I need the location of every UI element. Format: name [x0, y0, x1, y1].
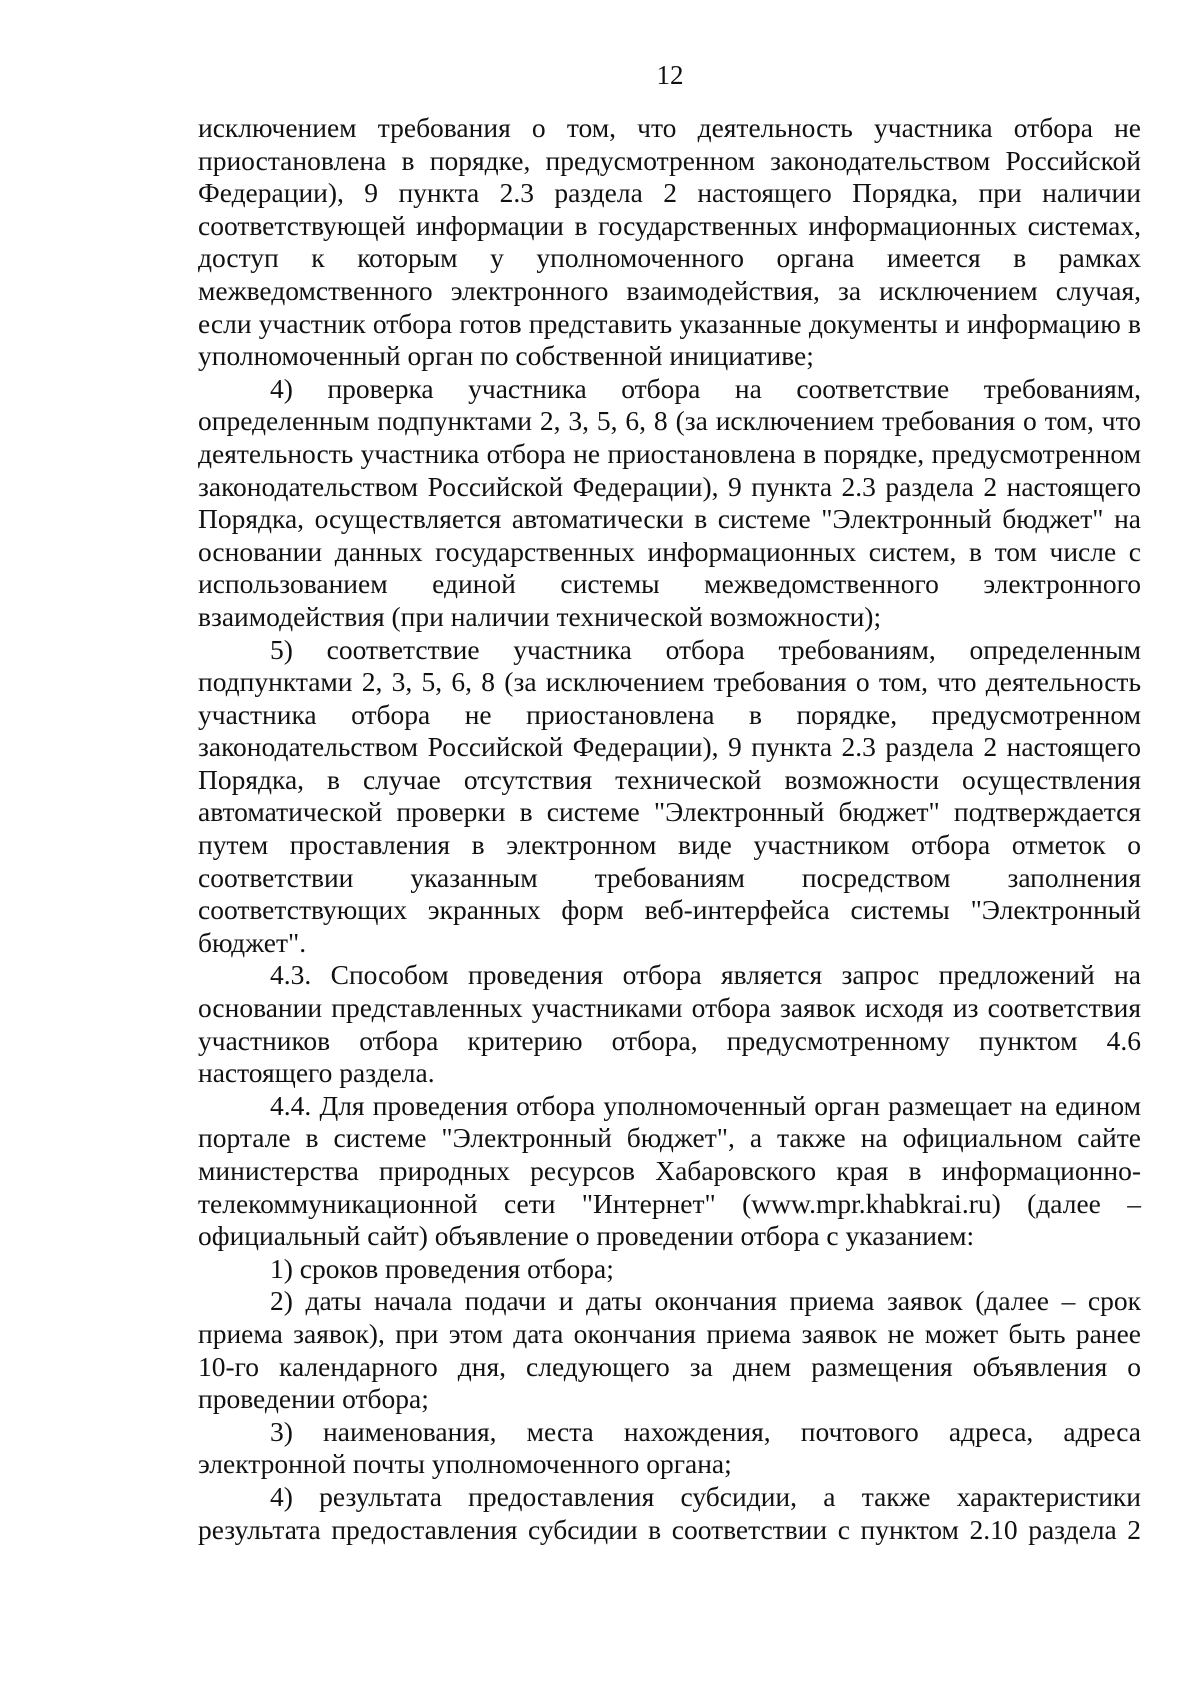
paragraph-list-item-2: 2) даты начала подачи и даты окончания приема заявок (далее – срок приема заявок), при этом дата окончания приема заявок не может быть ранее 10-го календарного дня, следующего за днем размещения объявления о проведении отбора; [198, 1285, 1141, 1415]
page-number: 12 [656, 60, 684, 90]
document-body [198, 112, 1141, 1546]
paragraph-section-4-4: 4.4. Для проведения отбора уполномоченный орган размещает на едином портале в системе "Электронный бюджет", а также на официальном сайте министерства природных ресурсов Хабаровского края в информационно-телекоммуникационной сети "Интернет" (www.mpr.khabkrai.ru) (далее – официальный сайт) объявление о проведении отбора с указанием: [198, 1089, 1141, 1252]
paragraph-continuation: исключением требования о том, что деятельность участника отбора не приостановлена в порядке, предусмотренном законодательством Российской Федерации), 9 пункта 2.3 раздела 2 настоящего Порядка, при наличии соответствующей информации в государственных информационных системах, доступ к которым у уполномоченного органа имеется в рамках межведомственного электронного взаимодействия, за исключением случая, если участник отбора готов представить указанные документы и информацию в уполномоченный орган по собственной инициативе; [198, 112, 1141, 372]
paragraph-list-item-3: 3) наименования, места нахождения, почтового адреса, адреса электронной почты уполномоченного органа; [198, 1415, 1141, 1480]
paragraph-item-4: 4) проверка участника отбора на соответствие требованиям, определенным подпунктами 2, 3, 5, 6, 8 (за исключением требования о том, что деятельность участника отбора не приостановлена в порядке, предусмотренном законодательством Российской Федерации), 9 пункта 2.3 раздела 2 настоящего Порядка, осуществляется автоматически в системе "Электронный бюджет" на основании данных государственных информационных систем, в том числе с использованием единой системы межведомственного электронного взаимодействия (при наличии технической возможности); [198, 372, 1141, 632]
paragraph-item-5: 5) соответствие участника отбора требованиям, определенным подпунктами 2, 3, 5, 6, 8 (за исключением требования о том, что деятельность участника отбора не приостановлена в порядке, предусмотренном законодательством Российской Федерации), 9 пункта 2.3 раздела 2 настоящего Порядка, в случае отсутствия технической возможности осуществления автоматической проверки в системе "Электронный бюджет" подтверждается путем проставления в электронном виде участником отбора отметок о соответствии указанным требованиям посредством заполнения соответствующих экранных форм веб-интерфейса системы "Электронный бюджет". [198, 633, 1141, 958]
paragraph-list-item-4: 4) результата предоставления субсидии, а также характеристики результата предоставления субсидии в соответствии с пунктом 2.10 раздела 2 [198, 1480, 1141, 1545]
paragraph-section-4-3: 4.3. Способом проведения отбора является запрос предложений на основании представленных участниками отбора заявок исходя из соответствия участников отбора критерию отбора, предусмотренному пунктом 4.6 настоящего раздела. [198, 959, 1141, 1089]
paragraph-list-item-1: 1) сроков проведения отбора; [270, 1252, 614, 1284]
